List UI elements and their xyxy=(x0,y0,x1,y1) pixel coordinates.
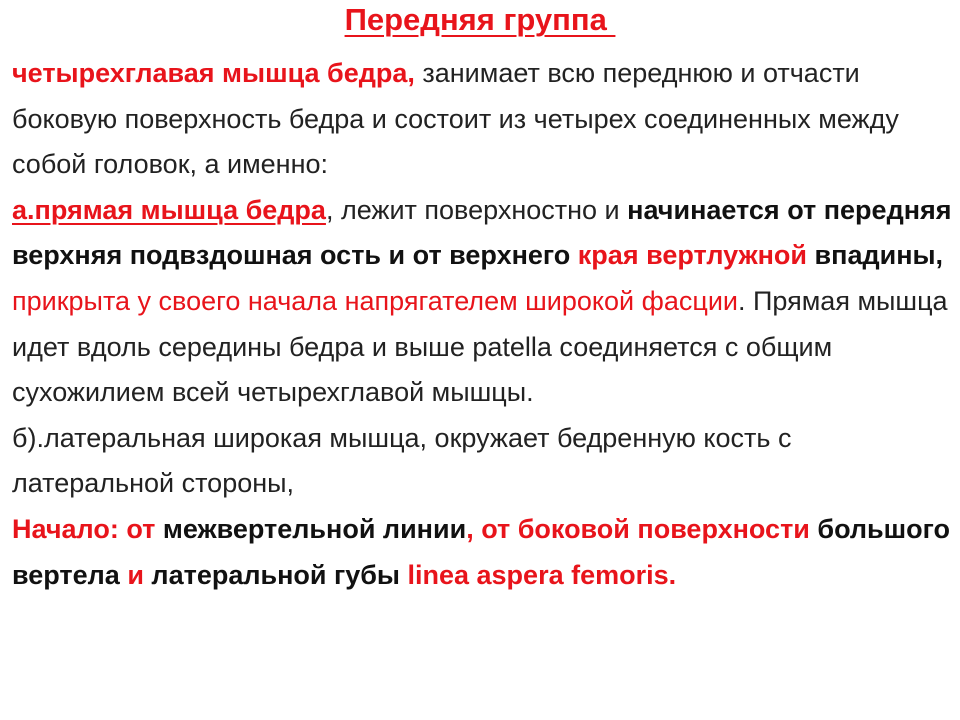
slide-body xyxy=(12,51,952,598)
term-quadriceps: четырехглавая мышца бедра, xyxy=(12,58,415,88)
rectus-position: , лежит поверхностно и xyxy=(325,194,628,225)
rectus-origin-part2: впадины, xyxy=(807,240,944,271)
paragraph-rectus-femoris xyxy=(12,188,952,416)
paragraph-quadriceps xyxy=(12,51,952,188)
origin-linea-aspera: linea aspera femoris. xyxy=(407,559,677,590)
rectus-origin-acetabulum: края вертлужной xyxy=(577,240,808,271)
origin-and: и xyxy=(127,559,144,590)
origin-lateral-surface: , от боковой поверхности xyxy=(466,513,810,544)
rectus-course: . Прямая мышца идет вдоль середины бедра и выше patella соединяется с общим сухожилием всей четырехглавой мышцы. xyxy=(12,285,948,408)
origin-lateral-lip: латеральной губы xyxy=(143,559,408,590)
origin-greater-trochanter: большого вертела xyxy=(12,513,951,590)
paragraph-vastus-lateralis xyxy=(12,416,952,507)
vastus-lateralis-text: б).латеральная широкая мышца, окружает бедренную кость с латеральной стороны, xyxy=(12,422,792,499)
term-rectus-femoris: а.прямая мышца бедра xyxy=(12,194,326,225)
quadriceps-description: занимает всю переднюю и отчасти боковую поверхность бедра и состоит из четырех соединенных между собой головок, а именно: xyxy=(12,58,899,180)
origin-intertrochanteric-line: межвертельной линии xyxy=(155,513,467,544)
slide-title: Передняя группа xyxy=(344,2,616,37)
origin-label: Начало: от xyxy=(12,513,156,544)
rectus-origin-part1: начинается от передняя верхняя подвздошная ость и от верхнего xyxy=(12,194,952,271)
paragraph-vastus-origin xyxy=(12,507,952,598)
rectus-covered-note: прикрыта у своего начала напрягателем широкой фасции xyxy=(12,285,738,316)
